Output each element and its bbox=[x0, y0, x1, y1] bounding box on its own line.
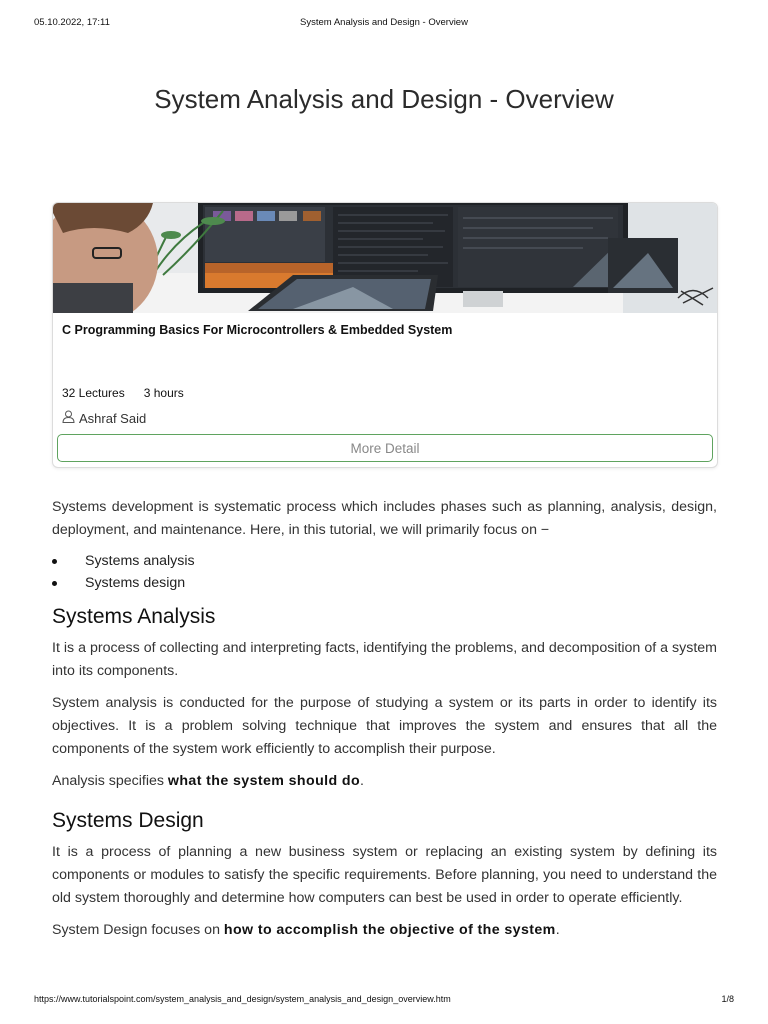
course-meta bbox=[62, 386, 184, 400]
analysis-specifies bbox=[52, 770, 717, 793]
print-datetime: 05.10.2022, 17:11 bbox=[34, 17, 110, 28]
list-item: Systems design bbox=[52, 572, 717, 594]
page-title: System Analysis and Design - Overview bbox=[154, 84, 614, 114]
course-author bbox=[62, 410, 146, 426]
analysis-paragraph-2: System analysis is conducted for the purpose of studying a system or its parts in order to identify its objectives. It is a problem solving technique that improves the system and ensures that all the components of the system work efficiently to accomplish their purpose. bbox=[52, 695, 717, 757]
course-duration: 3 hours bbox=[143, 386, 184, 400]
list-item: Systems analysis bbox=[52, 550, 717, 572]
intro-paragraph: Systems development is systematic process which includes phases such as planning, analysis, design, deployment, and maintenance. Here, in this tutorial, we will primarily focus on − bbox=[52, 499, 717, 538]
analysis-specifies-prefix: Analysis specifies bbox=[52, 773, 168, 789]
design-focuses bbox=[52, 919, 717, 942]
course-card bbox=[52, 202, 718, 468]
print-url: https://www.tutorialspoint.com/system_analysis_and_design/system_analysis_and_design_overview.htm bbox=[34, 994, 451, 1004]
course-image[interactable] bbox=[53, 203, 718, 313]
design-focuses-prefix: System Design focuses on bbox=[52, 922, 224, 938]
article-content bbox=[52, 496, 717, 951]
systems-design-heading: Systems Design bbox=[52, 809, 204, 832]
print-title: System Analysis and Design - Overview bbox=[300, 17, 468, 28]
course-image-illustration bbox=[53, 203, 718, 313]
design-paragraph-1: It is a process of planning a new business system or replacing an existing system by defining its components or modules to satisfy the specific requirements. Before planning, you need to understand the old system thoroughly and determine how computers can best be used in order to operate efficiently. bbox=[52, 844, 717, 906]
print-footer bbox=[34, 994, 734, 1006]
analysis-specifies-bold: what the system should do bbox=[167, 773, 361, 789]
course-author-name: Ashraf Said bbox=[79, 410, 147, 426]
print-header bbox=[34, 17, 734, 31]
more-detail-button[interactable]: More Detail bbox=[57, 434, 713, 462]
page-number: 1/8 bbox=[721, 994, 734, 1004]
focus-list bbox=[52, 550, 717, 594]
analysis-specifies-suffix: . bbox=[360, 773, 364, 789]
design-focuses-bold: how to accomplish the objective of the system bbox=[223, 922, 556, 938]
analysis-paragraph-1: It is a process of collecting and interpreting facts, identifying the problems, and decomposition of a system into its components. bbox=[52, 640, 717, 679]
systems-analysis-heading: Systems Analysis bbox=[52, 605, 216, 628]
user-icon bbox=[62, 410, 75, 426]
course-title[interactable]: C Programming Basics For Microcontrollers & Embedded System bbox=[62, 323, 453, 337]
course-lectures: 32 Lectures bbox=[62, 386, 125, 400]
design-focuses-suffix: . bbox=[555, 922, 560, 938]
